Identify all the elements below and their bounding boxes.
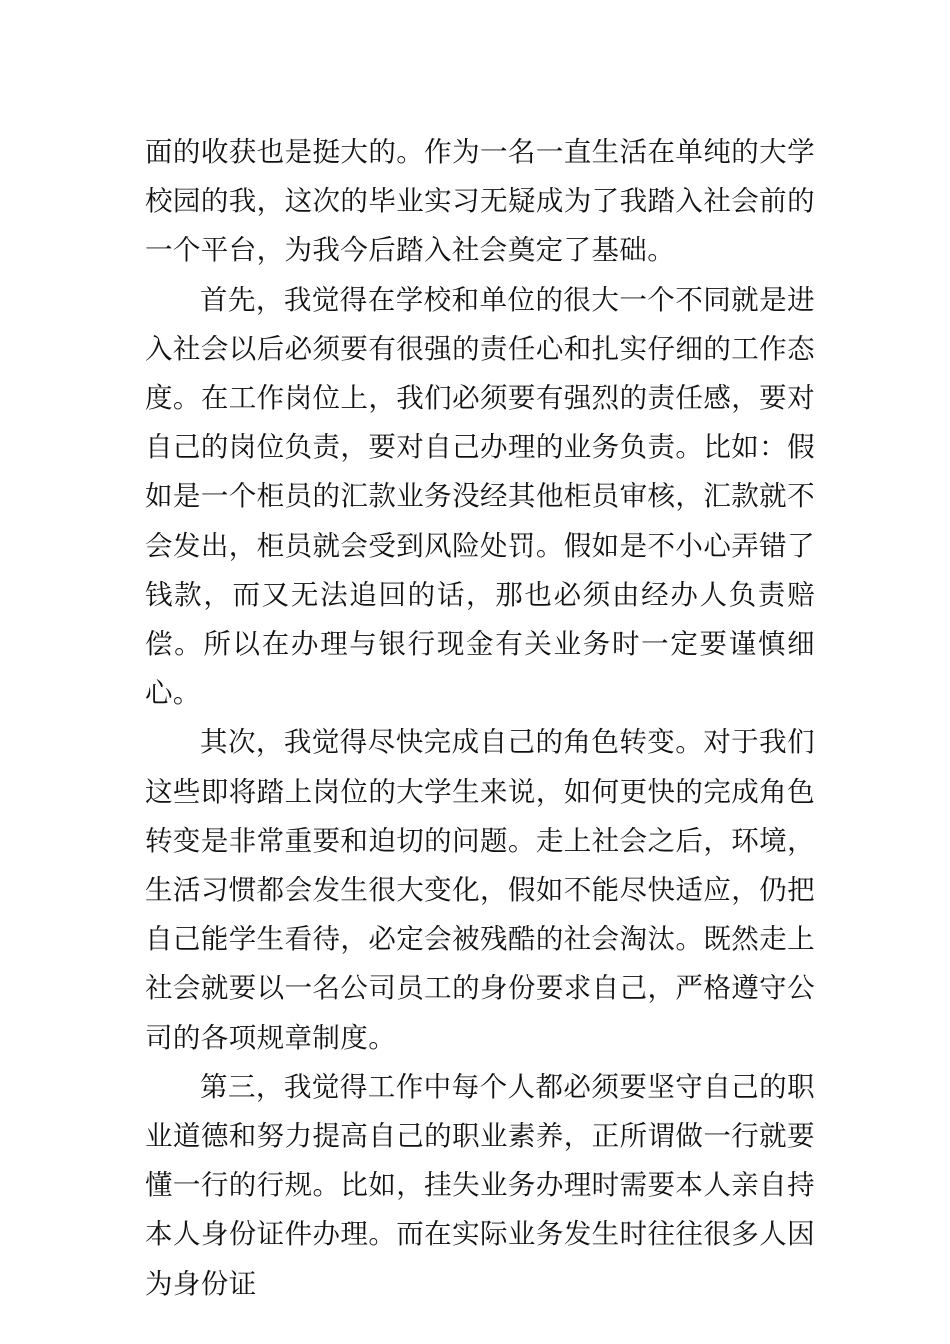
paragraph-2: 首先，我觉得在学校和单位的很大一个不同就是进入社会以后必须要有很强的责任心和扎实仔细的工作态度。在工作岗位上，我们必须要有强烈的责任感，要对自己的岗位负责，要对自己办理的业务负责。比如：假如是一个柜员的汇款业务没经其他柜员审核，汇款就不会发出，柜员就会受到风险处罚。假如是不小心弄错了钱款，而又无法追回的话，那也必须由经办人负责赔偿。所以在办理与银行现金有关业务时一定要谨慎细心。 bbox=[145, 283, 815, 710]
paragraph-4: 第三，我觉得工作中每个人都必须要坚守自己的职业道德和努力提高自己的职业素养，正所谓做一行就要懂一行的行规。比如，挂失业务办理时需要本人亲自持本人身份证件办理。而在实际业务发生时往往很多人因为身份证 bbox=[145, 1070, 815, 1300]
document-body bbox=[145, 128, 815, 1309]
paragraph-1: 面的收获也是挺大的。作为一名一直生活在单纯的大学校园的我，这次的毕业实习无疑成为了我踏入社会前的一个平台，为我今后踏入社会奠定了基础。 bbox=[145, 136, 815, 267]
paragraph-3: 其次，我觉得尽快完成自己的角色转变。对于我们这些即将踏上岗位的大学生来说，如何更快的完成角色转变是非常重要和迫切的问题。走上社会之后，环境，生活习惯都会发生很大变化，假如不能尽快适应，仍把自己能学生看待，必定会被残酷的社会淘汰。既然走上社会就要以一名公司员工的身份要求自己，严格遵守公司的各项规章制度。 bbox=[145, 726, 815, 1054]
